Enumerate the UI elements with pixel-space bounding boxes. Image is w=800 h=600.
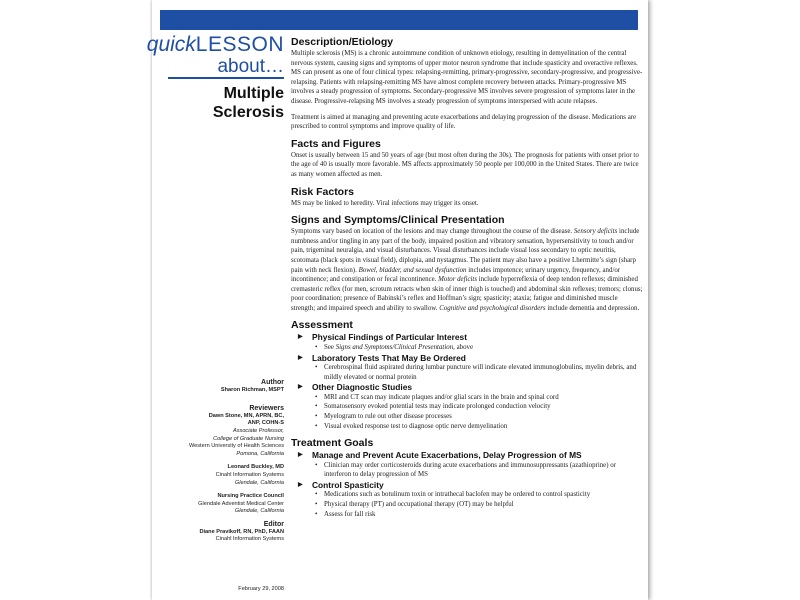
brand-quick: quick — [146, 33, 196, 56]
brand-divider — [168, 77, 284, 79]
reviewer-3-location: Glendale, California — [234, 508, 284, 515]
signs-cognitive: Cognitive and psychological disorders — [439, 304, 546, 312]
signs-text-i: include dementia and depression. — [547, 304, 640, 312]
facts-paragraph: Onset is usually between 15 and 50 years of age (but most often during the 30s). The prognosis for patients with onset prior to the age of 40 is usually more favorable. MS affects approximately 50 people per 100,000 in the United States. There are twice as many women affected as men. — [291, 151, 639, 178]
reviewer-2-location: Glendale, California — [234, 479, 284, 486]
reviewer-1-name: Dawn Stone, MN, APRN, BC, — [208, 412, 284, 419]
credits — [160, 374, 284, 544]
section-risk — [291, 186, 643, 209]
list-item: • Somatosensory evoked potential tests may indicate prolonged conduction velocity — [324, 402, 643, 412]
reviewer-1-title: Associate Professor, — [233, 427, 284, 434]
section-facts — [291, 138, 643, 180]
list-item: • Medications such as botulinum toxin or intrathecal baclofen may be ordered to control spasticity — [324, 490, 643, 500]
section-treatment — [291, 437, 643, 519]
list-item: • Physical therapy (PT) and occupational therapy (OT) may be helpful — [324, 500, 643, 510]
assessment-lab-list — [291, 363, 643, 382]
reviewer-1-org: Western University of Health Sciences — [188, 443, 284, 450]
assessment-sub-diagnostic — [291, 382, 643, 393]
reviewer-3-org: Glendale Adventist Medical Center — [198, 500, 284, 507]
signs-sensory-deficits: Sensory deficits — [573, 228, 618, 236]
section-signs — [291, 214, 643, 313]
triangle-right-icon: ▶ — [298, 481, 303, 488]
reviewer-2-name: Leonard Buckley, MD — [227, 464, 284, 471]
reviewer-1-name-cont: ANP, COHN-S — [247, 420, 284, 427]
section-title-treatment: Treatment Goals — [291, 437, 374, 450]
triangle-right-icon: ▶ — [298, 384, 303, 391]
section-title-signs: Signs and Symptoms/Clinical Presentation — [291, 214, 505, 227]
assessment-sub-physical — [291, 332, 643, 343]
risk-paragraph: MS may be linked to heredity. Viral infections may trigger its onset. — [291, 199, 479, 207]
assessment-sub-diagnostic-label: Other Diagnostic Studies — [312, 382, 413, 393]
list-item: • See Signs and Symptoms/Clinical Presentation, above — [324, 343, 643, 353]
list-item: • Assess for fall risk — [324, 510, 643, 520]
description-paragraph-2: Treatment is aimed at managing and preventing acute exacerbations and delaying progression of the disease. Medications are prescribed to control symptoms and improve quality of life. — [291, 113, 637, 131]
assessment-sub-physical-label: Physical Findings of Particular Interest — [312, 332, 467, 343]
section-description — [291, 36, 643, 132]
signs-paragraph — [291, 227, 643, 313]
reviewer-1-dept: College of Graduate Nursing — [213, 435, 284, 442]
triangle-right-icon: ▶ — [298, 354, 303, 361]
treatment-spasticity-list — [291, 490, 643, 519]
treatment-sub-manage-label: Manage and Prevent Acute Exacerbations, Delay Progression of MS — [312, 450, 582, 461]
reviewers-role: Reviewers — [249, 405, 284, 413]
brand-about: about… — [217, 56, 284, 77]
main-content — [291, 36, 643, 525]
list-item: • MRI and CT scan may indicate plaques and/or glial scars in the brain and spinal cord — [324, 393, 643, 403]
signs-text-e: includes impotence; urinary urgency, frequency, and/or incontinence; and constipation or fecal incontinence. — [291, 266, 621, 284]
signs-text-c: include numbness and/or tingling in any part of the body, impaired position and vibratory sensation, hypersensitivity to touch and/or pain, trigeminal neuralgia, and visual disturbances. Visual disturbances include visual loss secondary to optic neuritis, scotomata (black spots in visual field), diplopia, and nystagmus. The patient may also have a positive Lhermitte’s sign (sharp pain with neck flexion). — [291, 228, 640, 274]
topic-line-2: Sclerosis — [212, 104, 284, 121]
author-name: Sharon Richman, MSPT — [220, 386, 284, 393]
section-title-assessment: Assessment — [291, 319, 353, 332]
editor-name: Diane Pravikoff, RN, PhD, FAAN — [199, 528, 284, 535]
signs-text-g: include hyperreflexia of deep tendon reflexes; diminished cremasteric reflex (for men, scrotum retracts when skin of inner thigh is touched) and abdominal skin reflexes; tremors; clonus; poor coordination; presence of Babinski’s reflex and Hoffman’s sign; spasticity; ataxia; fatigue and diminished muscle strength; and impaired speech and ability to swallow. — [291, 276, 643, 312]
assessment-physical-list — [291, 343, 643, 353]
assessment-diagnostic-list — [291, 393, 643, 431]
reviewer-3-name: Nursing Practice Council — [217, 493, 284, 500]
section-title-facts: Facts and Figures — [291, 137, 381, 150]
treatment-sub-spasticity-label: Control Spasticity — [312, 479, 384, 490]
list-item: • Myelogram to rule out other disease processes — [324, 412, 643, 422]
section-assessment — [291, 319, 643, 431]
treatment-sub-manage — [291, 450, 643, 461]
section-title-risk: Risk Factors — [291, 185, 355, 198]
treatment-manage-list — [291, 461, 643, 480]
section-title-description: Description/Etiology — [291, 36, 394, 48]
sidebar — [146, 30, 284, 600]
brand-logo — [147, 34, 284, 76]
triangle-right-icon: ▶ — [298, 334, 303, 341]
topic-line-1: Multiple — [223, 85, 284, 102]
header-color-bar — [160, 10, 638, 30]
topic-title — [213, 84, 284, 122]
list-item: • Clinician may order corticosteroids during acute exacerbations and immunosuppressants (azathioprine) or interferon to delay progression of MS — [324, 461, 643, 480]
author-role: Author — [261, 379, 284, 386]
triangle-right-icon: ▶ — [298, 452, 303, 459]
signs-bowel-bladder: Bowel, bladder, and sexual dysfunction — [358, 266, 467, 274]
document-page — [146, 0, 648, 600]
signs-motor-deficits: Motor deficits — [438, 276, 478, 284]
editor-role: Editor — [263, 520, 284, 528]
list-item: • Cerebrospinal fluid aspirated during lumbar puncture will indicate elevated immunoglobulins, myelin debris, and mildly elevated or normal protein — [324, 363, 643, 382]
brand-lesson: LESSON — [195, 33, 284, 56]
assessment-sub-lab — [291, 353, 643, 364]
reviewer-1-location: Pomona, California — [236, 450, 284, 457]
signs-text-a: Symptoms vary based on location of the lesions and may change throughout the course of the disease. — [291, 228, 573, 236]
list-item: • Visual evoked response test to diagnose optic nerve demyelination — [324, 422, 643, 432]
editor-org: Cinahl Information Systems — [215, 536, 284, 543]
treatment-sub-spasticity — [291, 480, 643, 491]
reviewer-2-org: Cinahl Information Systems — [215, 471, 284, 478]
description-paragraph-1: Multiple sclerosis (MS) is a chronic autoimmune condition of unknown etiology, resulting in demyelination of the central nervous system, causing signs and symptoms of upper motor neuron syndrome that include spasticity and overactive reflexes. MS can present as one of four clinical types: relapsing-remitting, primary-progressive, secondary-progressive, and progressive-relapsing. Patients with relapsing-remitting MS have almost complete recovery between attacks. Primary-progressive MS involves a steady progression of symptoms. Secondary-progressive MS involves severe progression of symptoms later in the disease. Progressive-relapsing MS involves a steady progression of symptoms interspersed with acute relapses. — [291, 50, 643, 105]
assessment-sub-lab-label: Laboratory Tests That May Be Ordered — [312, 352, 466, 363]
publication-date: February 29, 2008 — [238, 586, 284, 592]
